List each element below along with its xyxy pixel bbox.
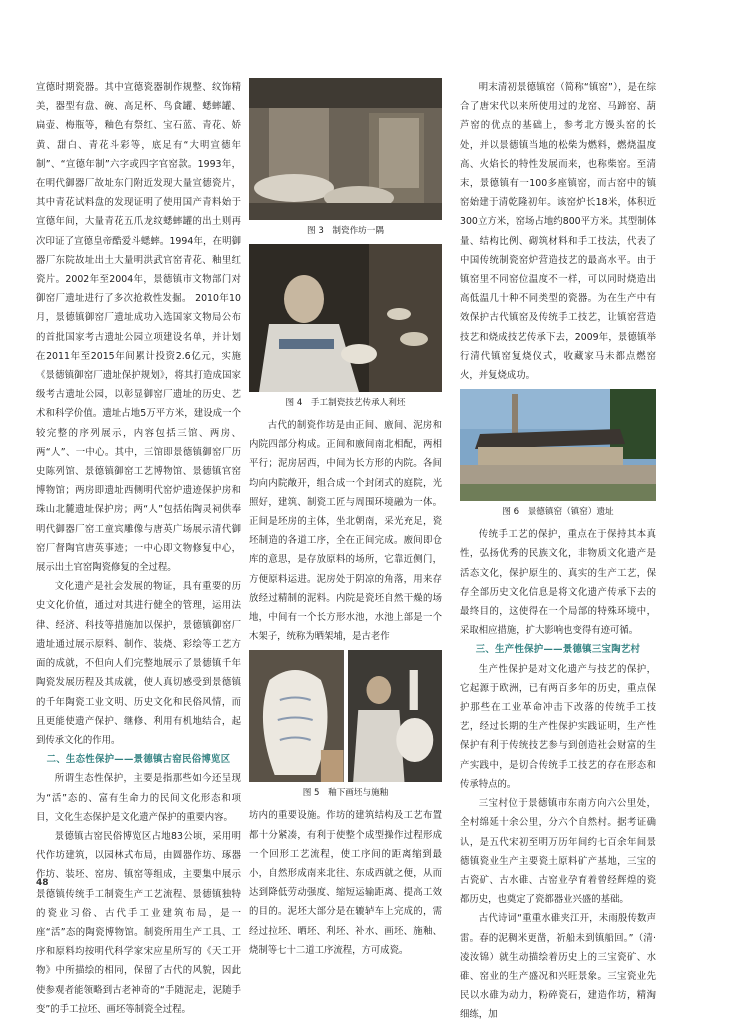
- figure-3-workshop-photo: [249, 78, 442, 220]
- paragraph: 生产性保护是对文化遗产与技艺的保护，它起源于欧洲，已有两百多年的历史，重点保护那些在工业革命冲击下改落的传统手工技艺，经过长期的生产性保护实践证明，生产性保护有利于传统技艺参与到创造社会财富的生产实践中，是切合传统手工技艺的存在形态和传承特点的。: [460, 663, 656, 790]
- figure-5-vase-photo: [249, 650, 344, 782]
- paragraph: 景德镇古窑民俗博览区占地83公顷，采用明代作坊建筑，以园林式布局，由圆器作坊、琢器作坊、装坯、窑房、镇窑等组成，主要集中展示景德镇传统手工制瓷生产工艺流程、景德镇独特的瓷业习俗、古代手工业建筑布局，是一座“活”态的陶瓷博物馆。制瓷所用生产工具、工序和原料均按明代科学家宋应星所写的《天工开物》中所描绘的相同，保留了古代的风貌，因此使参观者能领略到古老神奇的“手随泥走，泥随手变”的手工拉坯、画坯等制瓷全过程。: [36, 830, 241, 1015]
- paragraph: 宣德时期瓷器。其中宣德瓷器制作规整、纹饰精美，器型有盘、碗、高足杯、鸟食罐、蟋蟀罐、扁壶、梅瓶等，釉色有祭红、宝石蓝、青花、娇黄、甜白、青花斗彩等，底足有“大明宣德年制”、“宣德年制”六字或四字官窑款。1993年，在明代御器厂故址东门附近发现大量宣德瓷片，其中青花试料盘的发现证明了使用国产青料始于宣德年间，大量青花五爪龙纹蟋蟀罐的出土则再次印证了宣德皇帝酷爱斗蟋蟀。1994年，在明御器厂东院故址出土大量明洪武官窑青花、釉里红瓷片。2002年至2004年，景德镇市文物部门对御窑厂遗址进行了多次抢救性发掘。 2010年10月，景德镇御窑厂遗址成功入选国家文物局公布的首批国家考古遗址公园立项建设名单，并计划在2011年至2015年间累计投资2.6亿元，实施《景德镇御窑厂遗址保护规划》，将其打造成国家级考古遗址公园，以彰显御窑厂遗址的历史、艺术和科学价值。遗址占地5万平方米，建设成一个较完整的序列展示，内容包括三馆、两房、两“人”、一中心。其中，三馆即景德镇御窑厂历史陈列馆、景德镇御窑工艺博物馆、景德镇官窑博物馆；两房即遗址西侧明代窑炉遗迹保护房和珠山北麓遗址保护房；两“人”包括佑陶灵祠供奉明代御器厂窑工童宾雕像与唐英广场展示清代御窑厂督陶官唐英事迹；一中心即文物修复中心，展示出土官窑陶瓷修复的全过程。: [36, 82, 241, 574]
- paragraph: 古代诗词“重重水碓夹江开，未雨殷传数声雷。春的泥稠米更凿，祈船未到镇船回。”（清·凌汝锦）就生动描绘着历史上的三宝瓷矿、水碓、窑业的生产盛况和兴旺景象。三宝瓷业先民以水碓为动力，粉碎瓷石，建造作坊，精淘细练，加: [460, 913, 656, 1021]
- figure-6-caption: 图 6 景德镇窑（镇窑）遗址: [502, 507, 614, 518]
- paragraph: 古代的制瓷作坊是由正间、廒间、泥房和内院四部分构成。正间和廒间南北相配，两相平行；泥房居西，中间为长方形的内院。各间均向内院敞开，组合成一个封闭式的庭院，光照好，建筑、制瓷工匠与周围环境融为一体。正间是坯房的主体，坐北朝南，采光充足，瓷坯制造的各道工序，全在正间完成。廒间即仓库的意思，是存放原料的场所，它靠近侧门，方便原料运进。泥房处于阴凉的角落，用来存放经过精制的泥料。内院是瓷坯自然干燥的场地，中间有一个长方形水池，水池上部是一个木架子，统称为晒架埔，是古老作: [249, 420, 442, 643]
- paragraph: 传统手工艺的保护，重点在于保持其本真性，弘扬优秀的民族文化，非物质文化遗产是活态文化，保护原生的、真实的生产工艺，保存全部历史文化信息是将文化遗产传承下去的最终目的，这使得在一个局部的特殊环境中，采取相应措施，扩大影响也变得有迹可循。: [460, 529, 656, 637]
- section-heading-productive: 三、生产性保护——景德镇三宝陶艺村: [475, 644, 641, 656]
- figure-6-kiln-site-photo: [460, 389, 656, 501]
- figure-3-caption: 图 3 制瓷作坊一隅: [307, 226, 384, 236]
- paragraph: 文化遗产是社会发展的物证，具有重要的历史文化价值，通过对其进行健全的管理，运用法律、经济、科技等措施加以保护，景德镇御窑厂遗址通过展示原料、制作、装烧、彩绘等工艺方面的成就，不但向人们完整地展示了景德镇千年陶瓷发展历程及其成就，使人真切感受到景德镇的千年陶瓷工业文明、历史文化和民俗风情，而且更能使遗产保护、继修、利用有机地结合，起到传承文化的作用。: [36, 581, 241, 746]
- vase-photo-image: [249, 650, 344, 782]
- figure-5-glazing-photo: [348, 650, 443, 782]
- figure-4-artisan-photo: [249, 244, 442, 392]
- workshop-photo-image: [249, 78, 442, 220]
- figure-5-photos: [249, 650, 442, 782]
- artisan-photo-image: [249, 244, 442, 392]
- figure-4-caption: 图 4 手工制瓷技艺传承人利坯: [285, 398, 406, 408]
- paragraph: 三宝村位于景德镇市东南方向六公里处，全村绵延十余公里，分六个自然村。据考证确认，是五代宋初至明万历年间约七百余年间景德镇瓷业生产主要瓷土原料矿产基地，三宝的古瓷矿、古水碓、古窑业孕育着曾经辉煌的瓷都历史，也奠定了瓷都器业兴盛的基础。: [460, 798, 656, 906]
- paragraph: 所谓生态性保护，主要是指那些如今还呈现为“活”态的、富有生命力的民间文化形态和项目，文化生态保护是文化遗产保护的重要内容。: [36, 773, 241, 823]
- page-number: 48: [36, 878, 49, 888]
- column-right: [460, 78, 656, 1025]
- glazing-photo-image: [348, 650, 443, 782]
- kiln-site-photo-image: [460, 389, 656, 501]
- figure-5-caption: 图 5 釉下画坯与施釉: [302, 788, 389, 799]
- paragraph: 明末清初景德镇窑（简称“镇窑”），是在综合了唐宋代以来所使用过的龙窑、马蹄窑、葫芦窑的优点的基础上，参考北方馒头窑的长处，并以景德镇当地的松柴为燃料，燃烧温度高、火焰长的特性发展而来，也称柴窑。至清末，景德镇有一100多座镇窑，而古窑中的镇窑始建于清乾隆初年。该窑炉长18米，体积近300立方米，窑场占地约800平方米。其型制体量、结构比例、砌筑材料和手工技法，代表了中国传统制瓷窑炉营造技艺的最高水平。由于镇窑里不同窑位温度不一样，可以同时烧造出高低温几十种不同类型的瓷器。为在生产中有效保护古代镇窑及传统手工技艺，让镇窑营造技艺和烧成技艺传承下去，2009年，景德镇举行清代镇窑复烧仪式，收藏家马未都点燃窑火，并复烧成功。: [460, 82, 656, 382]
- column-left: [36, 78, 241, 1019]
- column-middle: [249, 78, 442, 960]
- paragraph: 坊内的重要设施。作坊的建筑结构及工艺布置都十分紧凑，有利于使整个成型操作过程形成一个回形工艺流程，使工序间的距离缩到最小，自然形成南来北往、东成西就之便，从而达到降低劳动强度、缩短运输距离、提高工效的目的。泥坯大部分是在辘轳车上完成的，需经过拉坯、晒坯、利坯、补水、画坯、施釉、烧制等七十二道工序流程，方可成瓷。: [249, 810, 442, 956]
- section-heading-ecological: 二、生态性保护——景德镇古窑民俗博览区: [46, 754, 231, 766]
